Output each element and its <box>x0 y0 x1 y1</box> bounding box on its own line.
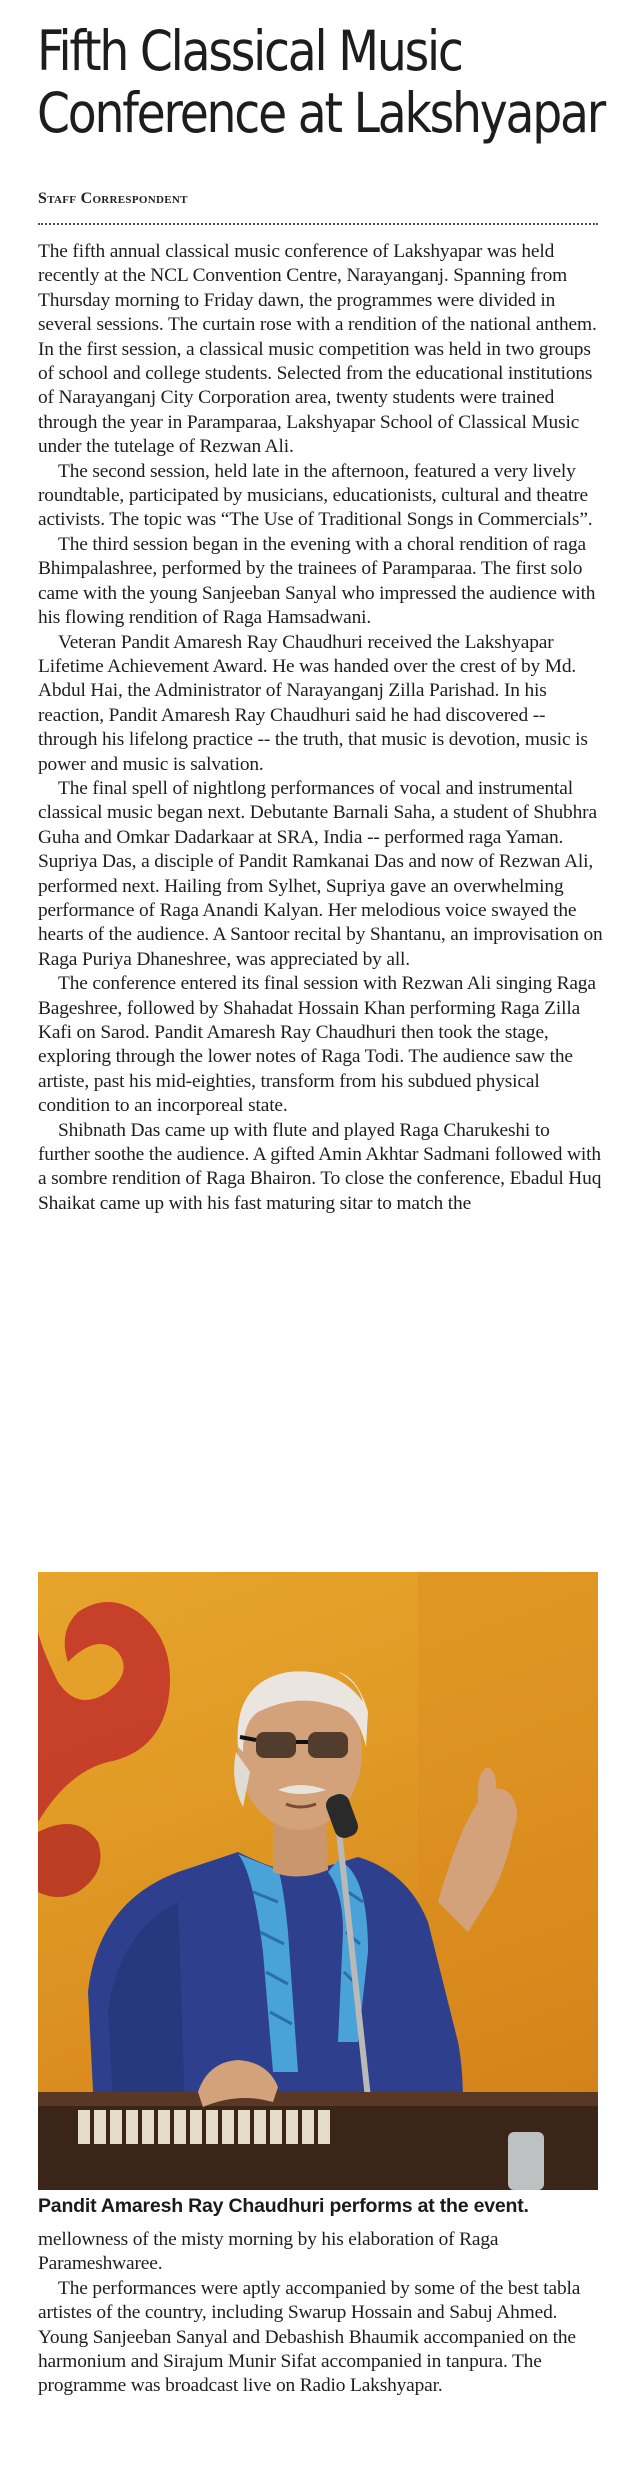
performer-photo <box>38 1572 598 2190</box>
paragraph: The third session began in the evening with a choral rendition of raga Bhimpalashree, performed by the trainees of Paramparaa. The first solo came with the young Sanjeeban Sanyal who impressed the audience with his flowing rendition of Raga Hamsadwani. <box>38 533 596 629</box>
paragraph: The fifth annual classical music conference of Lakshyapar was held recently at the NCL Convention Centre, Narayanganj. Spanning from Thursday morning to Friday dawn, the programmes were divided in several sessions. The curtain rose with a rendition of the national anthem. In the first session, a classical music competition was held in two groups of school and college students. Selected from the educational institutions of Narayanganj City Corporation area, twenty students were trained through the year in Paramparaa, Lakshyapar School of Classical Music under the tutelage of Rezwan Ali. <box>38 241 597 458</box>
paragraph: Shibnath Das came up with flute and played Raga Charukeshi to further soothe the audience. A gifted Amin Akhtar Sadmani followed with a sombre rendition of Raga Bhairon. To close the conference, Ebadul Huq Shaikat came up with his fast maturing sitar to match the <box>38 1119 602 1214</box>
photo-caption: Pandit Amaresh Ray Chaudhuri performs at the event. <box>38 2195 529 2217</box>
paragraph: mellowness of the misty morning by his elaboration of Raga Parameshwaree. <box>38 2229 499 2275</box>
headline-line-2: Conference at Lakshyapar <box>37 81 605 145</box>
paragraph: The performances were aptly accompanied by some of the best tabla artistes of the country, including Swarup Hossain and Sabuj Ahmed. Young Sanjeeban Sanyal and Debashish Bhaumik accompanied on the harmonium and Sirajum Munir Sifat accompanied in tanpura. The programme was broadcast live on Radio Lakshyapar. <box>38 2277 581 2397</box>
paragraph: The final spell of nightlong performances of vocal and instrumental classical music began next. Debutante Barnali Saha, a student of Shubhra Guha and Omkar Dadarkaar at SRA, India -- performed raga Yaman. Supriya Das, a disciple of Pandit Ramkanai Das and now of Rezwan Ali, performed next. Hailing from Sylhet, Supriya gave an overwhelming performance of Raga Anandi Kalyan. Her melodious voice swayed the hearts of the audience. A Santoor recital by Shantanu, an improvisation on Raga Puriya Dhaneshree, was appreciated by all. <box>38 777 603 970</box>
performer-illustration <box>38 1572 598 2190</box>
headline <box>37 19 605 145</box>
byline: Staff Correspondent <box>38 190 188 207</box>
paragraph: The conference entered its final session with Rezwan Ali singing Raga Bageshree, followed by Shahadat Hossain Khan performing Raga Zilla Kafi on Sarod. Pandit Amaresh Ray Chaudhuri then took the stage, exploring through the lower notes of Raga Todi. The audience saw the artiste, past his mid-eighties, transform from his subdued physical condition to an incorporeal state. <box>38 973 596 1117</box>
paragraph: The second session, held late in the afternoon, featured a very lively roundtable, participated by musicians, educationists, cultural and theatre activists. The topic was “The Use of Traditional Songs in Commercials”. <box>38 460 593 531</box>
article-body-bottom <box>38 2228 604 2399</box>
headline-line-1: Fifth Classical Music <box>37 19 462 83</box>
article-body-top <box>38 240 604 1216</box>
paragraph: Veteran Pandit Amaresh Ray Chaudhuri received the Lakshyapar Lifetime Achievement Award. He was handed over the crest of by Md. Abdul Hai, the Administrator of Narayanganj Zilla Parishad. In his reaction, Pandit Amaresh Ray Chaudhuri said he had discovered -- through his lifelong practice -- the truth, that music is devotion, music is power and music is salvation. <box>38 631 588 775</box>
dotted-divider <box>38 223 598 225</box>
